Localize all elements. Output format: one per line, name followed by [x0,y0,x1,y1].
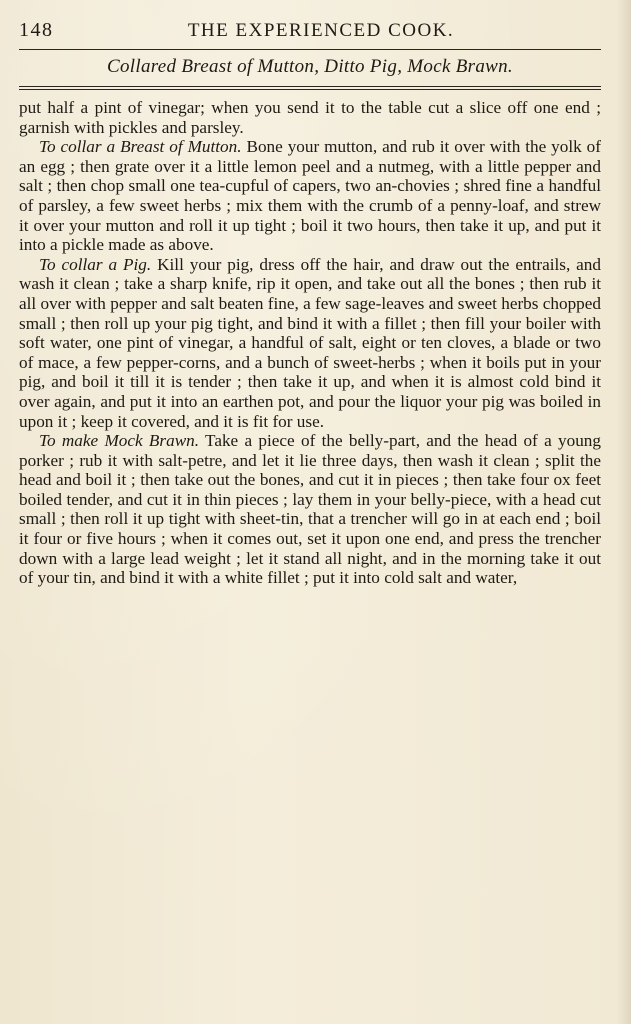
header-rule [19,49,601,50]
paragraph-text: Kill your pig, dress off the hair, and draw out the entrails, and wash it clean ; take a sharp knife, rip it open, and take out all the bones ; then rub it all over with pepper and salt beaten fine, a few sage-leaves and sweet herbs chopped small ; then roll up your pig tight, and bind it with a fillet ; then fill your boiler with soft water, one pint of vinegar, a handful of salt, eight or ten cloves, a blade or two of mace, a few pepper-corns, and a bunch of sweet-herbs ; when it boils put in your pig, and boil it till it is tender ; then take it up, and when it is almost cold bind it over again, and put it into an earthen pot, and pour the liquor your pig was boiled in upon it ; keep it covered, and it is fit for use. [19,254,601,431]
section-title: Collared Breast of Mutton, Ditto Pig, Mock Brawn. [107,56,513,77]
paragraph-continuation [19,98,601,137]
section-double-rule [19,86,601,90]
recipe-title: To collar a Pig. [39,254,152,274]
paragraph-text: Take a piece of the belly-part, and the head of a young porker ; rub it with salt-petre, and let it lie three days, then wash it clean ; split the head and boil it ; then take out the bones, and cut it in pieces ; then take four ox feet boiled tender, and cut it in thin pieces ; lay them in your belly-piece, with a head cut small ; then roll it up tight with sheet-tin, that a trencher will go in at each end ; boil it four or five hours ; when it comes out, set it upon one end, and press the trencher down with a large lead weight ; let it stand all night, and in the morning take it out of your tin, and bind it with a white fillet ; put it into cold salt and water, [19,431,601,588]
recipe-title: To make Mock Brawn. [39,431,200,451]
page-edge-shadow [617,0,631,1024]
running-head [19,18,601,43]
paragraph-collar-mutton [19,137,601,255]
paragraph-mock-brawn [19,431,601,588]
page-number: 148 [19,19,54,41]
paragraph-collar-pig [19,255,601,431]
body-text [19,98,601,588]
paragraph-text: put half a pint of vinegar; when you send it to the table cut a slice off one end ; garnish with pickles and parsley. [19,98,601,137]
recipe-title: To collar a Breast of Mutton. [39,137,242,157]
running-title: THE EXPERIENCED COOK. [187,20,455,41]
paragraph-text: Bone your mutton, and rub it over with the yolk of an egg ; then grate over it a little lemon peel and a nutmeg, with a little pepper and salt ; then chop small one tea-cupful of capers, two an-chovies ; shred fine a handful of parsley, a few sweet herbs ; mix them with the crumb of a penny-loaf, and strew it over your mutton and roll it up tight ; boil it two hours, then take it up, and put it into a pickle made as above. [19,137,602,255]
